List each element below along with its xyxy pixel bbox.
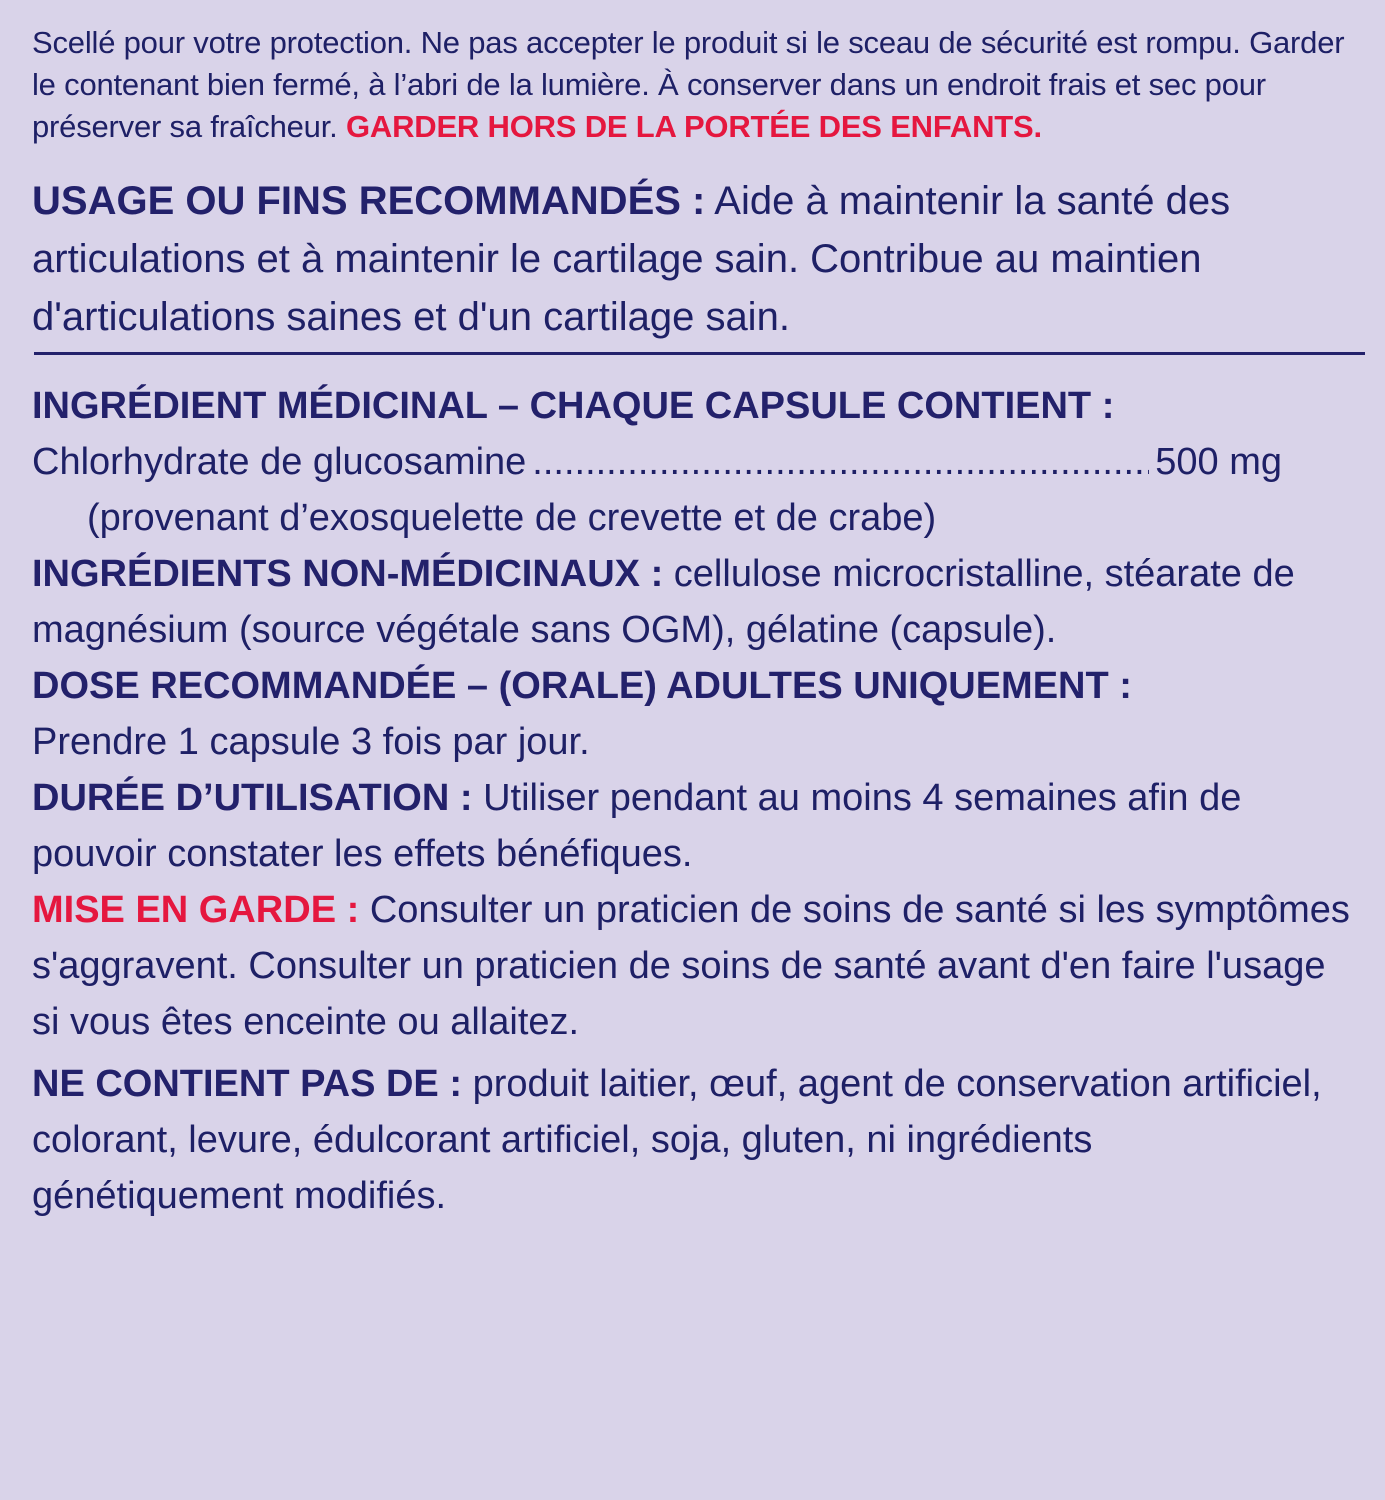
caution-section: [32, 882, 1352, 1050]
dot-leader: [532, 434, 1149, 490]
duration-heading: DURÉE D’UTILISATION :: [32, 777, 473, 819]
non-medicinal-text: cellulose microcristalline, stéarate de magnésium (source végétale sans OGM), gélatine (capsule).: [32, 553, 1295, 651]
medicinal-ingredient-row: [32, 434, 1282, 490]
duration-section: [32, 770, 1352, 882]
section-divider: [34, 352, 1365, 355]
dose-text: Prendre 1 capsule 3 fois par jour.: [32, 721, 590, 763]
duration-text: Utiliser pendant au moins 4 semaines afin de pouvoir constater les effets bénéfiques.: [32, 777, 1242, 875]
caution-text: Consulter un praticien de soins de santé si les symptômes s'aggravent. Consulter un praticien de soins de santé avant d'en faire l'usage si vous êtes enceinte ou allaitez.: [32, 889, 1350, 1043]
usage-heading: USAGE OU FINS RECOMMANDÉS :: [32, 179, 706, 223]
ingredient-name: Chlorhydrate de glucosamine: [32, 441, 527, 483]
free-of-text: produit laitier, œuf, agent de conservation artificiel, colorant, levure, édulcorant artificiel, soja, gluten, ni ingrédients génétiquement modifiés.: [32, 1063, 1322, 1217]
dose-heading: DOSE RECOMMANDÉE – (ORALE) ADULTES UNIQUEMENT :: [32, 665, 1132, 707]
free-of-heading: NE CONTIENT PAS DE :: [32, 1063, 462, 1105]
ingredient-source: (provenant d’exosquelette de crevette et de crabe): [87, 497, 937, 539]
medicinal-heading: INGRÉDIENT MÉDICINAL – CHAQUE CAPSULE CONTIENT :: [32, 385, 1115, 427]
usage-text: Aide à maintenir la santé des articulations et à maintenir le cartilage sain. Contribue au maintien d'articulations saines et d'un cartilage sain.: [32, 179, 1231, 339]
usage-section: [32, 172, 1352, 346]
non-medicinal-heading: INGRÉDIENTS NON-MÉDICINAUX :: [32, 553, 664, 595]
child-warning: GARDER HORS DE LA PORTÉE DES ENFANTS.: [345, 109, 1042, 144]
non-medicinal-section: [32, 546, 1352, 658]
free-of-section: [32, 1056, 1352, 1224]
ingredient-amount: 500 mg: [1155, 441, 1282, 483]
seal-notice: [32, 22, 1352, 148]
seal-text: Scellé pour votre protection. Ne pas accepter le produit si le sceau de sécurité est rompu. Garder le contenant bien fermé, à l’abri de la lumière. À conserver dans un endroit frais et sec pour préserver sa fraîcheur.: [32, 25, 1345, 144]
ingredients-panel: [32, 378, 1352, 1224]
caution-heading: MISE EN GARDE :: [32, 889, 360, 931]
